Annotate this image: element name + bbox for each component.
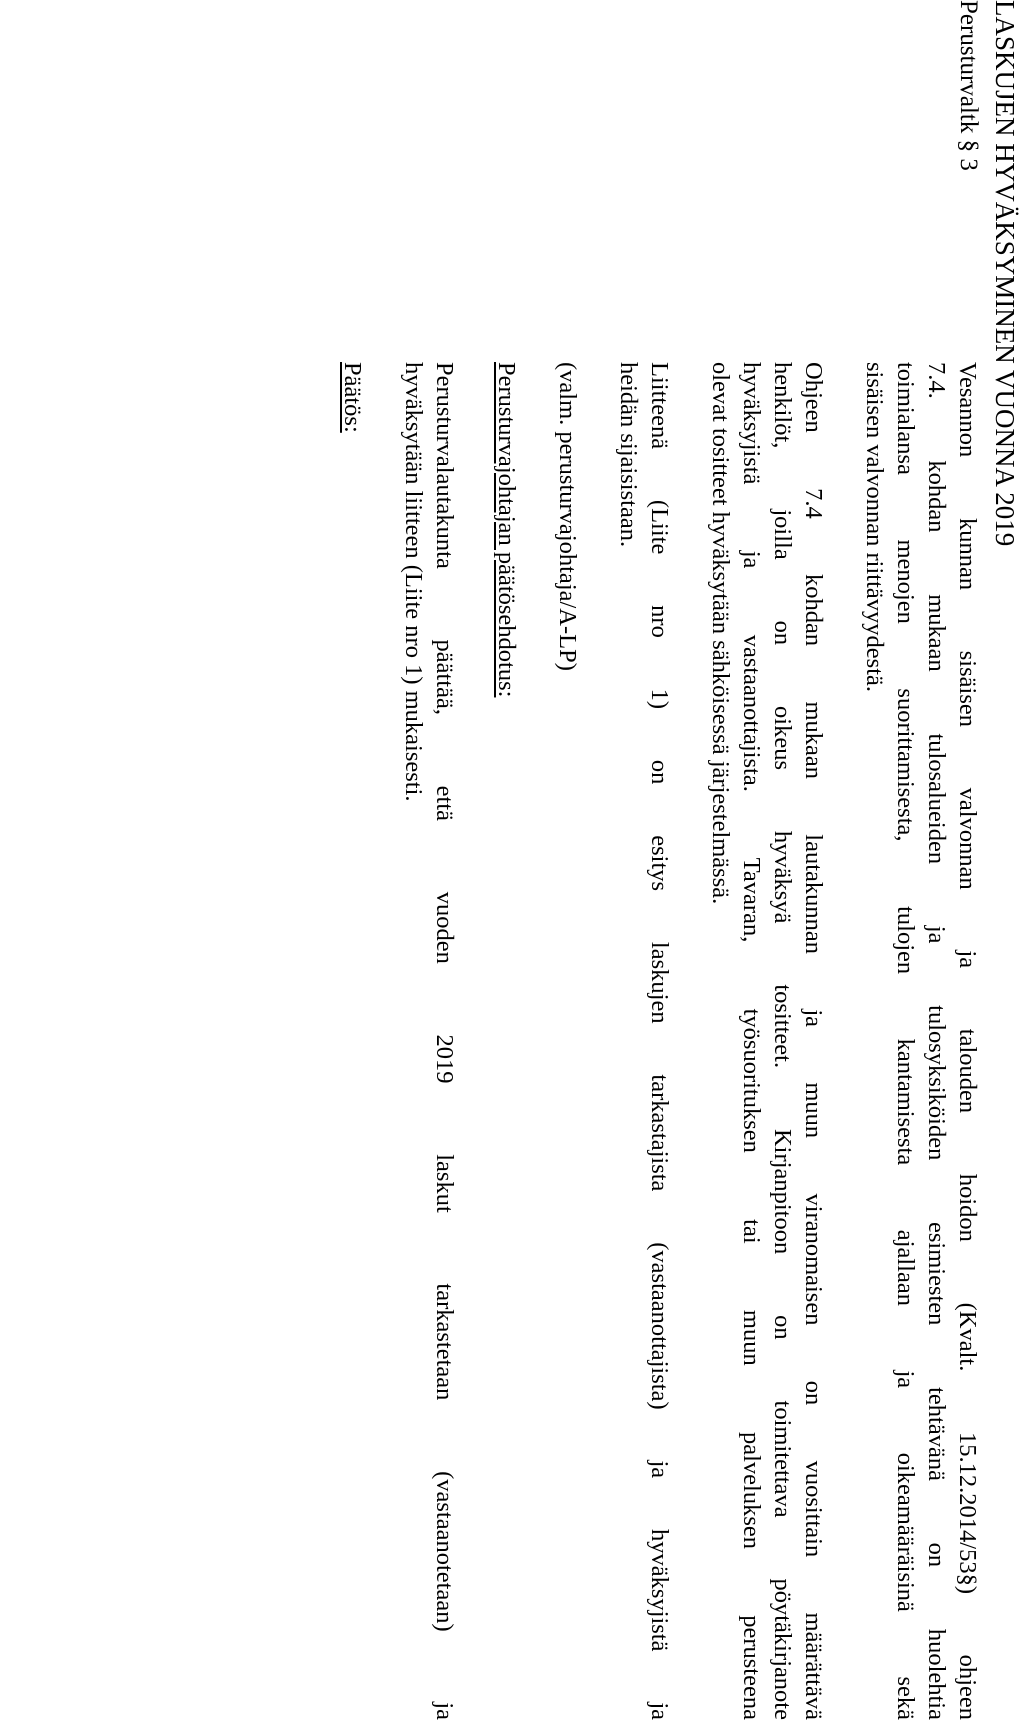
paragraph-1-line-1: Vesannon kunnan sisäisen valvonnan ja talouden hoidon (Kvalt. 15.12.2014/53§) ohjeen bbox=[954, 362, 981, 1720]
paragraph-3-line-2: heidän sijaisistaan. bbox=[615, 362, 642, 548]
paragraph-2-line-2: henkilöt, joilla on oikeus hyväksyä tositteet. Kirjanpitoon on toimitettava pöytäkirjanote bbox=[769, 362, 796, 1720]
document-title: LASKUJEN HYVÄKSYMINEN VUONNA 2019 bbox=[990, 0, 1020, 547]
paragraph-3-line-1: Liitteenä (Liite nro 1) on esitys laskujen tarkastajista (vastaanottajista) ja hyväksyjistä ja bbox=[646, 362, 673, 1720]
paragraph-2-line-1: Ohjeen 7.4 kohdan mukaan lautakunnan ja muun viranomaisen on vuosittain määrättävä bbox=[800, 362, 827, 1720]
proposal-line-2: hyväksytään liitteen (Liite nro 1) mukaisesti. bbox=[400, 362, 427, 802]
proposal-line-1: Perusturvalautakunta päättää, että vuoden 2019 laskut tarkastetaan (vastaanotetaan) ja bbox=[431, 362, 458, 1720]
preparer-note: (valm. perusturvajohtaja/A-LP) bbox=[554, 362, 581, 671]
paragraph-1-line-4: sisäisen valvonnan riittävyydestä. bbox=[861, 362, 888, 692]
paragraph-2-line-3: hyväksyjistä ja vastaanottajista. Tavaran, työsuorituksen tai muun palveluksen perusteena bbox=[738, 362, 765, 1720]
section-label: Perusturvaltk § 3 bbox=[955, 0, 982, 171]
proposal-heading: Perusturvajohtajan päätösehdotus: bbox=[493, 362, 520, 698]
paragraph-2-line-4: olevat tositteet hyväksytään sähköisessä järjestelmässä. bbox=[707, 362, 734, 905]
paragraph-1-line-2: 7.4. kohdan mukaan tulosalueiden ja tulosyksiköiden esimiesten tehtävänä on huolehtia bbox=[923, 362, 950, 1720]
paragraph-1-line-3: toimialansa menojen suorittamisesta, tulojen kantamisesta ajallaan ja oikeamääräisinä sekä bbox=[892, 362, 919, 1720]
decision-heading: Päätös: bbox=[339, 362, 366, 433]
